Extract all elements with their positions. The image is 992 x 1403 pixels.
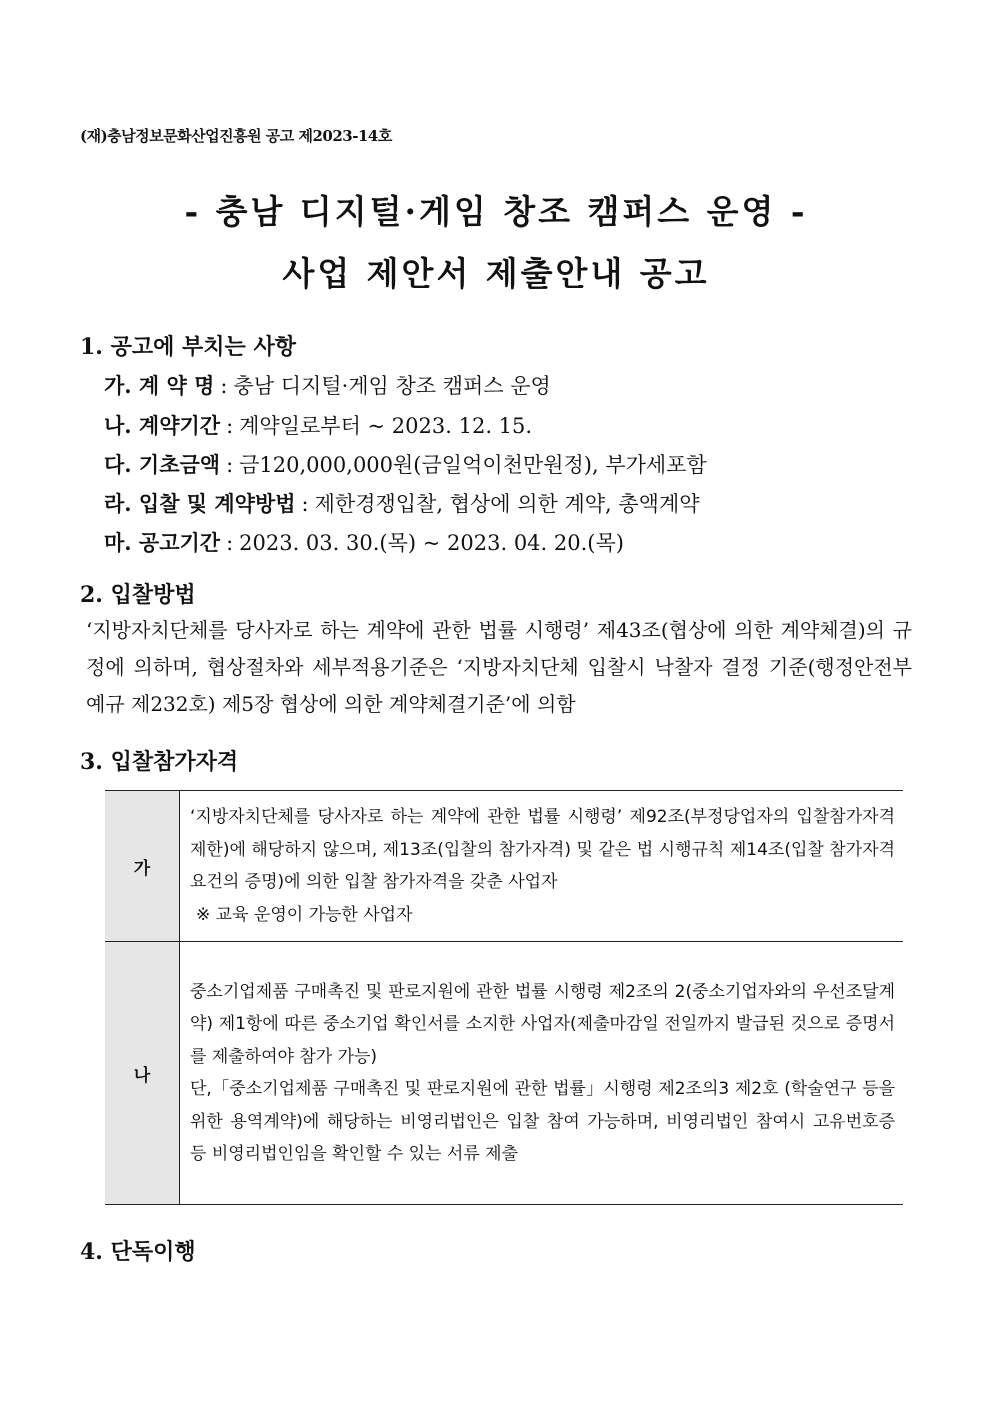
row-content — [180, 791, 904, 942]
item-value: 계약일로부터 ~ 2023. 12. 15. — [239, 414, 533, 438]
section-4-heading: 4. 단독이행 — [80, 1239, 196, 1265]
title-line-1: - 충남 디지털·게임 창조 캠퍼스 운영 - — [184, 192, 808, 231]
table-row — [105, 942, 903, 1205]
item-base-amount: 다. 기초금액 : 금120,000,000원(금일억이천만원정), 부가세포함 — [104, 452, 707, 477]
item-key: 라. 입찰 및 계약방법 — [104, 491, 296, 516]
item-contract-name: 가. 계 약 명 : 충남 디지털·게임 창조 캠퍼스 운영 — [104, 373, 551, 398]
table-row — [105, 791, 903, 942]
row-text: 중소기업제품 구매촉진 및 판로지원에 관한 법률 시행령 제2조의 2(중소기업자와의 우선조달계약) 제1항에 따른 중소기업 확인서를 소지한 사업자(제출마감일 전일까지 발급된 것으로 증명서를 제출하여야 참가 가능) — [190, 981, 895, 1067]
item-key: 마. 공고기간 — [104, 530, 221, 555]
section-2-heading: 2. 입찰방법 — [80, 582, 196, 608]
row-note: 단,「중소기업제품 구매촉진 및 판로지원에 관한 법률」시행령 제2조의3 제2호 (학술연구 등을 위한 용역계약)에 해당하는 비영리법인은 입찰 참여 가능하며, 비영리법인 참여시 고유번호증 등 비영리법인임을 확인할 수 있는 서류 제출 — [190, 1079, 895, 1164]
row-label: 나 — [105, 942, 180, 1205]
row-note: ※ 교육 운영이 가능한 사업자 — [196, 904, 413, 925]
section-3-heading: 3. 입찰참가자격 — [80, 749, 239, 775]
row-content — [180, 942, 904, 1205]
item-contract-period: 나. 계약기간 : 계약일로부터 ~ 2023. 12. 15. — [104, 413, 533, 438]
section-1-heading: 1. 공고에 부치는 사항 — [80, 334, 296, 360]
item-notice-period: 마. 공고기간 : 2023. 03. 30.(목) ~ 2023. 04. 20.(목) — [104, 530, 624, 555]
item-key: 나. 계약기간 — [104, 413, 221, 438]
item-key: 가. 계 약 명 — [104, 373, 215, 398]
item-value: 충남 디지털·게임 창조 캠퍼스 운영 — [233, 374, 551, 398]
item-value: 제한경쟁입찰, 협상에 의한 계약, 총액계약 — [314, 492, 700, 516]
item-key: 다. 기초금액 — [104, 452, 221, 477]
qualification-table — [105, 790, 903, 1205]
notice-number: (재)충남정보문화산업진흥원 공고 제2023-14호 — [80, 127, 392, 145]
row-label: 가 — [105, 791, 180, 942]
bid-method-paragraph: ‘지방자치단체를 당사자로 하는 계약에 관한 법률 시행령’ 제43조(협상에 의한 계약체결)의 규정에 의하며, 협상절차와 세부적용기준은 ‘지방자치단체 입찰시 낙찰자 결정 기준(행정안전부 예규 제232호) 제5장 협상에 의한 계약체결기준’에 의함 — [86, 618, 912, 716]
title-line-2: 사업 제안서 제출안내 공고 — [282, 254, 710, 293]
item-bid-method: 라. 입찰 및 계약방법 : 제한경쟁입찰, 협상에 의한 계약, 총액계약 — [104, 491, 700, 516]
row-text: ‘지방자치단체를 당사자로 하는 계약에 관한 법률 시행령’ 제92조(부정당업자의 입찰참가자격 제한)에 해당하지 않으며, 제13조(입찰의 참가자격) 및 같은 법 시행규칙 제14조(입찰 참가자격 요건의 증명)에 의한 입찰 참가자격을 갖춘 사업자 — [190, 807, 895, 892]
item-value: 금120,000,000원(금일억이천만원정), 부가세포함 — [239, 453, 707, 477]
item-value: 2023. 03. 30.(목) ~ 2023. 04. 20.(목) — [239, 531, 624, 555]
